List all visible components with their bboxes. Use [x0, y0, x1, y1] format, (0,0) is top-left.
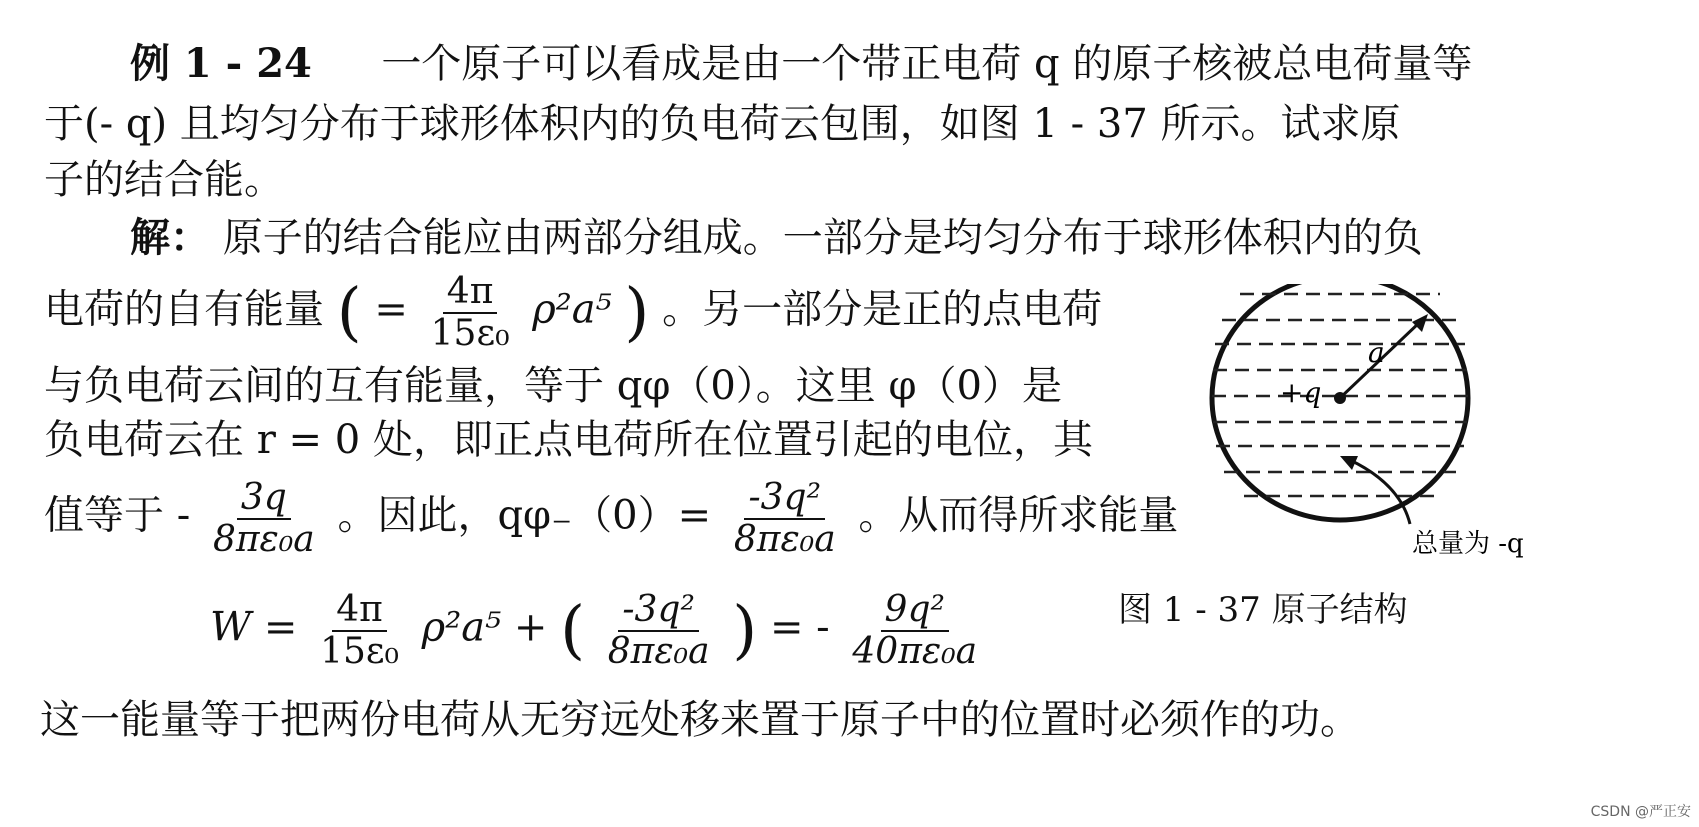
eq-fraction-3: $\frac{\text{9q²}}{\text{40πε₀a}}$ [852, 589, 978, 672]
solution-line-1 [130, 214, 1423, 261]
figure-caption: 图 1 - 37 原子结构 [1118, 590, 1408, 630]
atom-structure-figure [1200, 284, 1600, 584]
fraction-4pi-over-15eps: $\frac{4\pi}{\text{15ε₀}}$ [430, 271, 510, 354]
right-paren: ) [624, 275, 650, 350]
eq-equals: = - [769, 604, 830, 651]
example-line-1 [130, 40, 1473, 87]
self-energy-text: 电荷的自有能量 [44, 286, 324, 333]
solution-line-4: 负电荷云在 r = 0 处，即正点电荷所在位置引起的电位，其 [44, 417, 1093, 463]
value-equals-text: 值等于 - [44, 492, 191, 539]
solution-text-1: 原子的结合能应由两部分组成。一部分是均匀分布于球形体积内的负 [222, 215, 1423, 261]
equals-sign: = [374, 286, 408, 333]
solution-label: 解： [130, 214, 210, 261]
eq-rho-term: ρ²a⁵ + [421, 604, 548, 651]
label-plus-q: +q [1280, 376, 1322, 409]
eq-right-paren: ) [732, 593, 758, 668]
example-line-2: 于(- q) 且均匀分布于球形体积内的负电荷云包围，如图 1 - 37 所示。试求原 [44, 101, 1401, 147]
nucleus-dot [1334, 392, 1346, 404]
result-energy-text: 。从而得所求能量 [858, 492, 1179, 539]
watermark: CSDN @严正安 [1590, 804, 1691, 820]
solution-line-5 [44, 478, 1178, 559]
example-label: 例 1 - 24 [130, 40, 312, 87]
label-total-charge: 总量为 -q [1412, 529, 1524, 559]
example-line-3: 子的结合能。 [44, 157, 284, 203]
rho-a-term: ρ²a⁵ [532, 286, 612, 333]
eq-fraction-2: $\frac{\text{-3q²}}{\text{8πε₀a}}$ [607, 589, 710, 672]
therefore-text: 。因此，qφ₋（0）= [337, 492, 712, 539]
example-text-1: 一个原子可以看成是由一个带正电荷 q 的原子核被总电荷量等 [381, 41, 1473, 87]
solution-last-line: 这一能量等于把两份电荷从无穷远处移来置于原子中的位置时必须作的功。 [40, 697, 1360, 743]
energy-equation [210, 590, 987, 671]
solution-line-2 [44, 272, 1102, 353]
label-a: a [1368, 336, 1385, 369]
eq-w: W = [210, 604, 298, 651]
other-part-text: 。另一部分是正的点电荷 [662, 286, 1103, 333]
eq-fraction-1: $\frac{4\pi}{\text{15ε₀}}$ [320, 589, 399, 672]
fraction-3q: $\frac{3q}{\text{8πε₀a}}$ [212, 477, 315, 560]
left-paren: ( [336, 275, 362, 350]
fraction-neg-3q2: $\frac{\text{-3q²}}{\text{8πε₀a}}$ [733, 477, 836, 560]
eq-left-paren: ( [560, 593, 586, 668]
solution-line-3: 与负电荷云间的互有能量，等于 qφ（0）。这里 φ（0）是 [44, 363, 1062, 409]
